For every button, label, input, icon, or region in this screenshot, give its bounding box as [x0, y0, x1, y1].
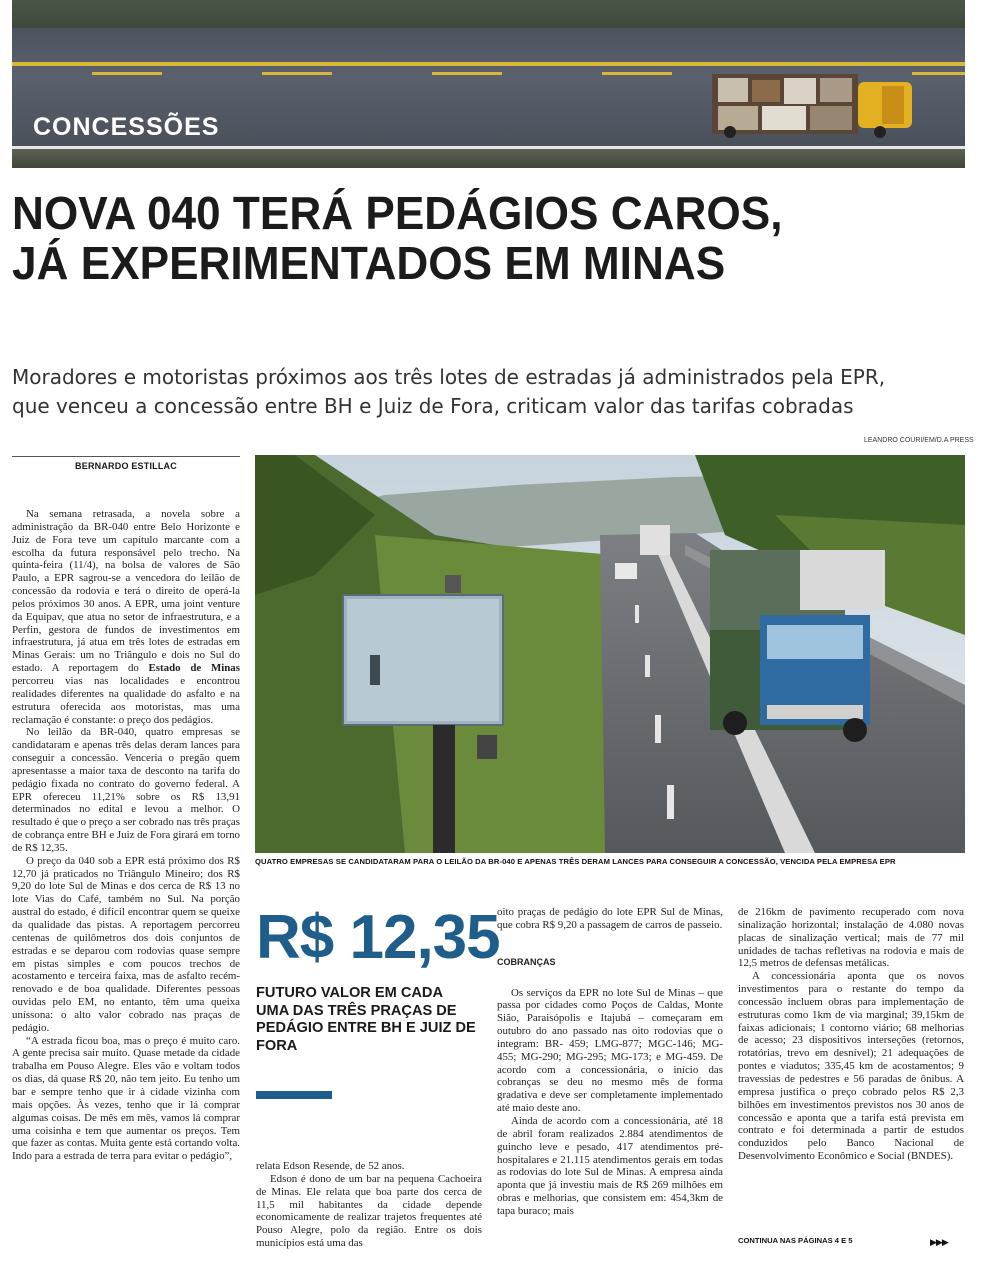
paragraph: No leilão da BR-040, quatro empresas se candidataram e apenas três delas deram lances para conseguir a concessão. Venceria o pregão quem apresentasse a maior taxa de desconto na tarifa do pedágio fixada no contrato do governo federal. A EPR ofereceu 11,21% sobre os R$ 13,91 determinados no edital e levou a melhor. O resultado é que o preço a ser cobrado nas três praças de cobrança entre BH e Juiz de Fora girará em torno de R$ 12,35. — [12, 726, 241, 854]
paragraph: O preço da 040 sob a EPR está próximo dos R$ 12,70 já praticados no Triângulo Mineiro; dos R$ 9,20 do lote Sul de Minas e dos cerca de R$ 13 no lote Vias do Café, também no Sul. Na porção austral do estado, é difícil encontrar quem se queixe da qualidade das pistas. A reportagem percorreu centenas de quilômetros dos dois conjuntos de estradas e se deparou com rodovias quase sempre em pistas simples e com poucos trechos de acostamento e terceira faixa, mas de asfalto recém-renovado e de boa qualidade. Diferentes pessoas ouvidas pelo EM, no entanto, têm uma queixa uníssona: o alto valor cobrado nas praças de pedágio. — [12, 854, 240, 1034]
headline-line-1: NOVA 040 TERÁ PEDÁGIOS CAROS, — [12, 187, 783, 239]
accent-bar — [256, 1091, 332, 1099]
photo-credit: LEANDRO COURI/EM/D.A PRESS — [864, 437, 974, 444]
subheadline — [12, 363, 972, 421]
highway-photo-illustration — [255, 455, 965, 853]
headline — [12, 188, 934, 288]
main-photo — [255, 455, 965, 853]
paragraph: de 216km de pavimento recuperado com nova sinalização horizontal; instalação de 4.080 novas placas de sinalização vertical; mais de 77 mil unidades de tachas refletivas na rodovia e mais de 12,5 metros de defensas metálicas. — [738, 906, 964, 970]
paragraph: Ainda de acordo com a concessionária, até 18 de abril foram realizados 2.884 atendimentos de guincho leve e pesado, 417 atendimentos pré-hospitalares e 21.115 atendimentos gerais em todas as rodovias do lote Sul de Minas. A empresa ainda aponta que já investiu mais de R$ 269 milhões em obras e melhorias, que consistem em: 454,3km de tapa buraco; mais — [497, 1114, 723, 1217]
subheadline-line-1: Moradores e motoristas próximos aos três lotes de estradas já administrados pela EPR, — [12, 365, 886, 389]
byline-divider — [12, 456, 240, 457]
section-label: CONCESSÕES — [33, 113, 220, 141]
paragraph: relata Edson Resende, de 52 anos. — [256, 1160, 405, 1172]
subheadline-line-2: que venceu a concessão entre BH e Juiz de Fora, criticam valor das tarifas cobradas — [12, 394, 854, 418]
highlight-value: R$ 12,35 — [256, 903, 500, 972]
article-column-4 — [738, 906, 964, 1163]
paragraph: Os serviços da EPR no lote Sul de Minas – que passa por cidades como Poços de Caldas, Monte Sião, Paraisópolis e Itajubá – começaram em outubro do ano passado nas oito rodovias que o integram: BR- 459; LMG-877; MGC-146; MG-455; MG-290; MG-295; MG-173; e MG-459. De acordo com a concessionária, o início das cobranças se deu no mesmo mês de forma gradativa e deve ser completamente implementado até maio deste ano. — [497, 986, 723, 1115]
section-subhead: COBRANÇAS — [497, 956, 556, 967]
continued-note: CONTINUA NAS PÁGINAS 4 E 5 — [738, 1236, 853, 1245]
highlight-label: FUTURO VALOR EM CADA UMA DAS TRÊS PRAÇAS DE PEDÁGIO ENTRE BH E JUIZ DE FORA — [256, 985, 476, 1054]
article-column-1 — [12, 508, 240, 1163]
truck-illustration — [710, 70, 914, 138]
continue-arrows-icon: ▶▶▶ — [930, 1238, 948, 1248]
headline-line-2: JÁ EXPERIMENTADOS EM MINAS — [12, 237, 726, 289]
photo-caption: QUATRO EMPRESAS SE CANDIDATARAM PARA O LEILÃO DA BR-040 E APENAS TRÊS DERAM LANCES PARA CONSEGUIR A CONCESSÃO, VENCIDA PELA EMPRESA EPR — [255, 857, 896, 866]
paragraph: Edson é dono de um bar na pequena Cachoeira de Minas. Ele relata que boa parte dos cerca de 11,5 mil habitantes da cidade depende economicamente de realizar trajetos frequentes até Pouso Alegre, polo da região. Entre os dois municípios está uma das — [256, 1172, 482, 1250]
paragraph: “A estrada ficou boa, mas o preço é muito caro. A gente precisa sair muito. Quase metade da cidade trabalha em Pouso Alegre. Eles vão e voltam todos os dias, dá quase R$ 20, não tem jeito. Eu tenho um bar e sempre tenho que ir à cidade vizinha com mais opções. Às vezes, tenho que ir lá comprar algumas coisas. De mês em mês, vamos lá comprar uma coisinha e tem que aumentar os preços. Tem que fazer as contas. Muita gente está cortando volta. Indo para a estrada de terra para evitar o pedágio”, — [12, 1034, 241, 1163]
byline: BERNARDO ESTILLAC — [75, 461, 177, 471]
paragraph: oito praças de pedágio do lote EPR Sul de Minas, que cobra R$ 9,20 a passagem de carros de passeio. — [497, 906, 723, 931]
paragraph: A concessionária aponta que os novos investimentos para o restante do tempo da concessão incluem obras para implementação de estruturas como 1km de via marginal; 39,15km de faixas adicionais; 1 contorno viário; 68 melhorias de acesso; 23 dispositivos interseções (retornos, rotatórias, trevo em desnível); 21 adequações de pontes e viadutos; 335,45 km de acostamentos; 9 travessias de pedestres e 56 paradas de ônibus. A empresa justifica o preço cobrado pelos R$ 2,3 bilhões em investimentos previstos nos 30 anos de concessão e aponta que a tarifa está prevista em contrato e foi determinada a partir de estudos conduzidos pelo Banco Nacional de Desenvolvimento Econômico e Social (BNDES). — [738, 970, 964, 1163]
article-column-3 — [497, 906, 723, 1218]
paragraph: Na semana retrasada, a novela sobre a administração da BR-040 entre Belo Horizonte e Juiz de Fora teve um capítulo marcante com a escolha da futura responsável pelo trecho. Na quinta-feira (11/4), na bolsa de valores de São Paulo, a EPR sagrou-se a vencedora do leilão de concessão da rodovia e terá o direito de operá-la pelos próximos 30 anos. A EPR, uma joint venture da Equipav, que atua no setor de infraestrutura, e a Perfin, gestora de fundos de investimentos em infraestrutura, já atua em três lotes de estradas em Minas Gerais: um no Triângulo e dois no Sul do estado. A reportagem do Estado de Minas percorreu vias nas localidades e encontrou realidades diferentes na qualidade do asfalto e na estrutura oferecida aos motoristas, mas uma reclamação é constante: o preço dos pedágios. — [12, 508, 240, 726]
article-column-2 — [256, 1160, 482, 1250]
banner-photo — [12, 0, 965, 168]
